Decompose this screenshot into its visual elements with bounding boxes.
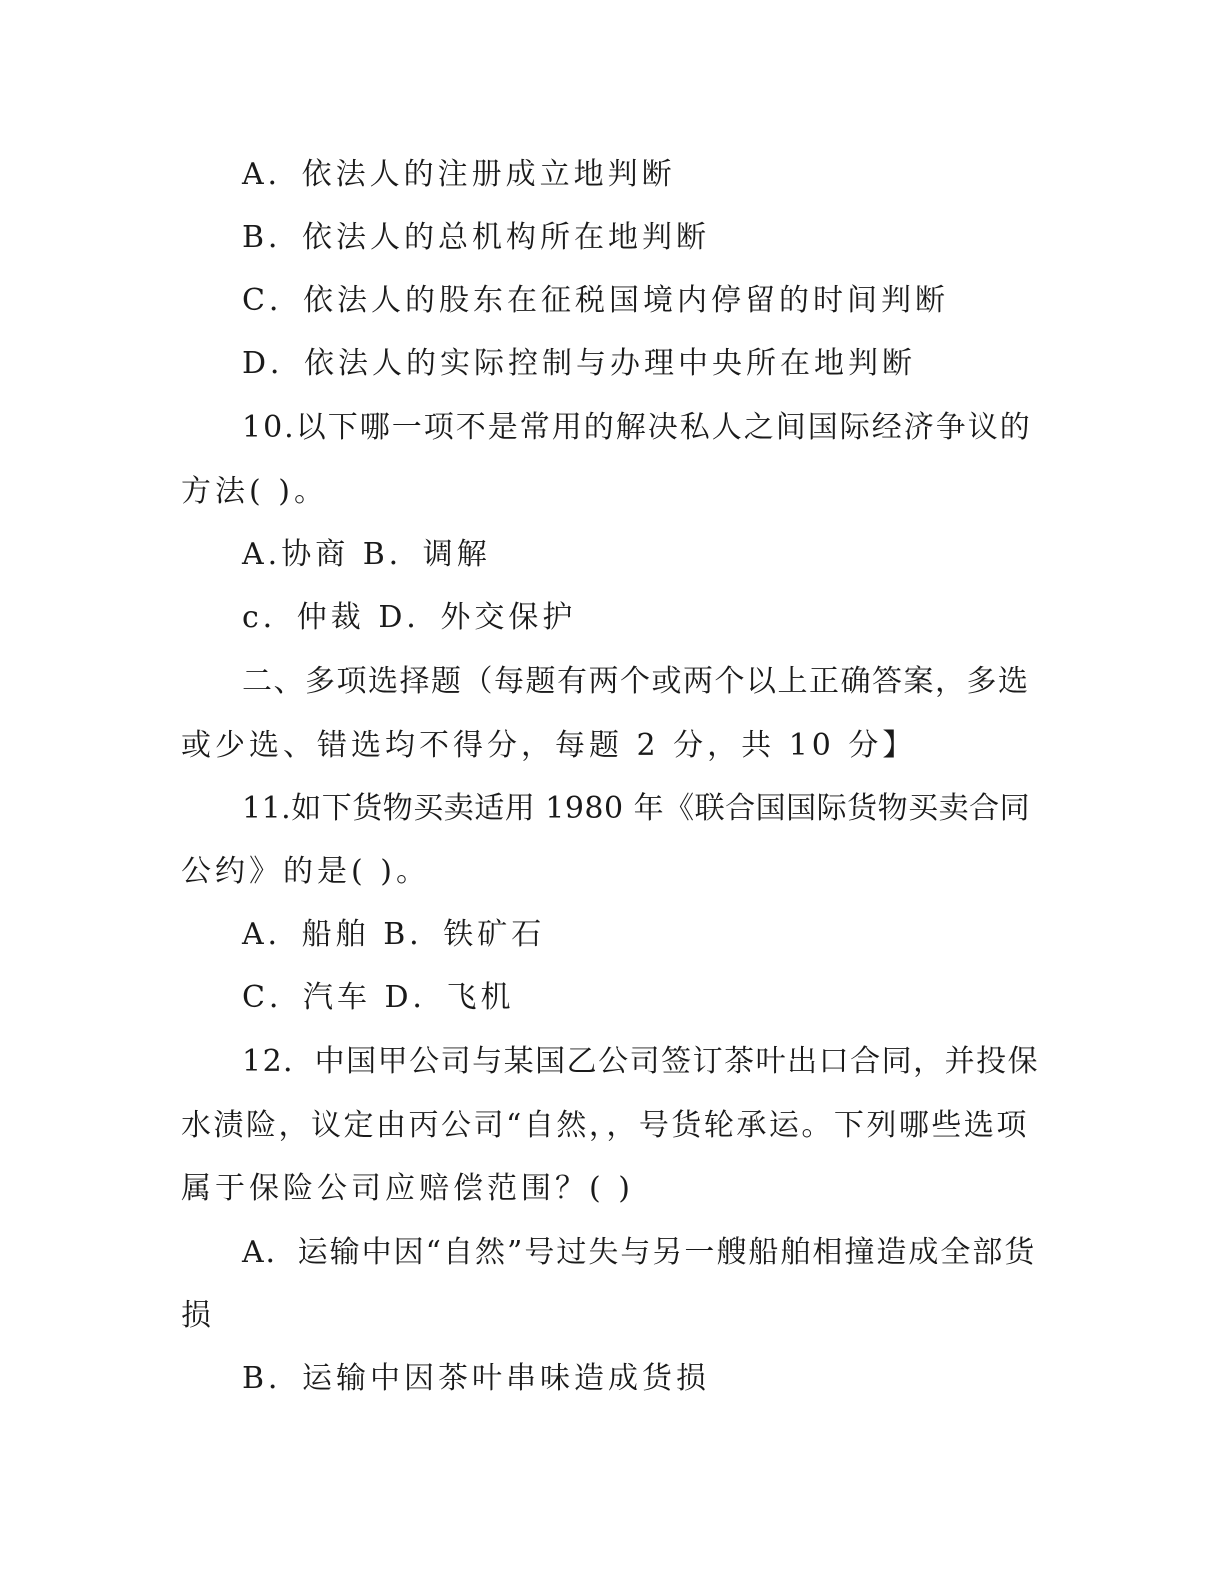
option-10cd: c．仲裁 D．外交保护 <box>242 600 577 635</box>
option-9d: D．依法人的实际控制与办理中央所在地判断 <box>242 346 917 381</box>
option-12a: A．运输中因“自然”号过失与另一艘船舶相撞造成全部货 <box>242 1235 1037 1270</box>
option-10ab: A.协商 B．调解 <box>242 537 491 572</box>
option-12b: B．运输中因茶叶串味造成货损 <box>242 1361 711 1396</box>
option-11cd: C．汽车 D．飞机 <box>242 980 515 1015</box>
question-11-cont: 公约》的是( )。 <box>181 854 430 889</box>
section-heading: 二、多项选择题（每题有两个或两个以上正确答案，多选 <box>242 664 1030 699</box>
question-10-cont: 方法( )。 <box>181 474 328 509</box>
question-12: 12．中国甲公司与某国乙公司签订茶叶出口合同，并投保 <box>242 1044 1040 1079</box>
option-11ab: A．船舶 B．铁矿石 <box>242 917 546 952</box>
section-heading-cont: 或少选、错选均不得分，每题 2 分，共 10 分】 <box>181 728 917 763</box>
question-10: 10.以下哪一项不是常用的解决私人之间国际经济争议的 <box>242 410 1032 445</box>
question-12-cont-2: 属于保险公司应赔偿范围？( ) <box>181 1171 634 1206</box>
option-9a: A．依法人的注册成立地判断 <box>242 157 676 192</box>
option-9c: C．依法人的股东在征税国境内停留的时间判断 <box>242 283 949 318</box>
option-9b: B．依法人的总机构所在地判断 <box>242 220 711 255</box>
question-11: 11.如下货物买卖适用 1980 年《联合国国际货物买卖合同 <box>242 791 1031 826</box>
option-12a-cont: 损 <box>181 1298 215 1333</box>
question-12-cont-1: 水渍险，议定由丙公司“自然，，号货轮承运。下列哪些选项 <box>181 1108 1029 1143</box>
